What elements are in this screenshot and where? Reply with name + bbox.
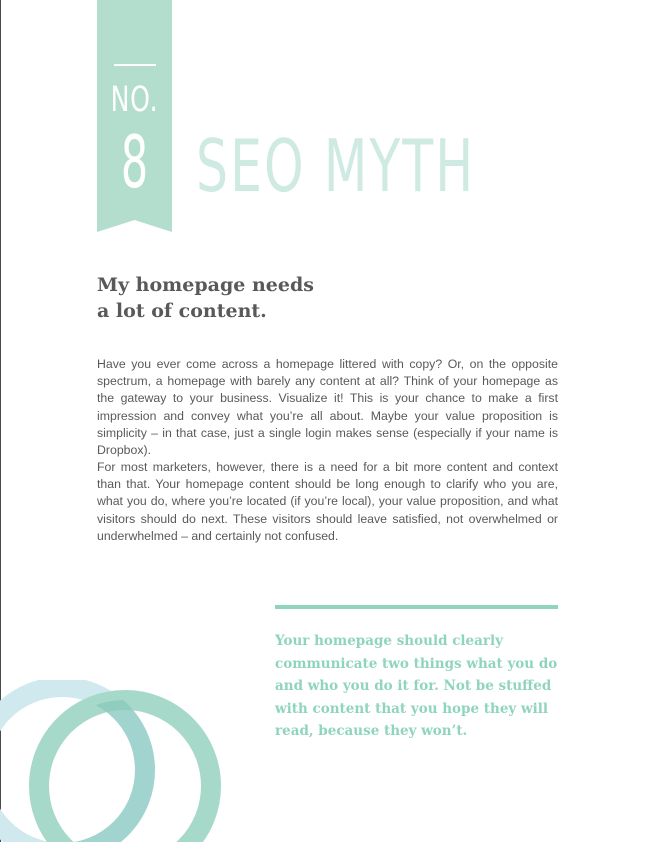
body-paragraph-2: For most marketers, however, there is a need for a bit more content and context than that. Your homepage content should be long enough to clarify who you are, what you do, where you’re located (if you’re local), your value proposition, and what visitors should do next. These visitors should leave satisfied, not overwhelmed or underwhelmed – and certainly not confused. [97,460,558,543]
pull-quote-rule [275,605,558,609]
ribbon-number: 8 [120,120,149,204]
pull-quote-line-3: and who you do it for. Not be stuffed [275,678,552,694]
body-paragraph-1: Have you ever come across a homepage littered with copy? Or, on the opposite spectrum, a homepage with barely any content at all? Think of your homepage as the gateway to your business. Visualize it! This is your chance to make a first impression and convey what you’re all about. Maybe your value proposition is simplicity – in that case, just a single login makes sense (especially if your name is Dropbox). [97,357,558,458]
pull-quote-line-4: with content that you hope they will [275,700,548,717]
pull-quote-line-1: Your homepage should clearly [275,633,503,649]
ribbon-prefix: NO. [110,80,159,120]
heading-line-2: a lot of content. [97,300,267,322]
pull-quote-line-2: communicate two things what you do [275,655,558,672]
section-heading [97,272,397,324]
ribbon-divider [114,64,156,66]
pull-quote [275,630,565,743]
heading-line-1: My homepage needs [97,274,314,296]
number-ribbon [97,0,172,232]
pull-quote-line-5: read, because they won’t. [275,723,468,739]
decorative-circles [0,680,240,842]
page-title: SEO MYTH [196,124,476,208]
